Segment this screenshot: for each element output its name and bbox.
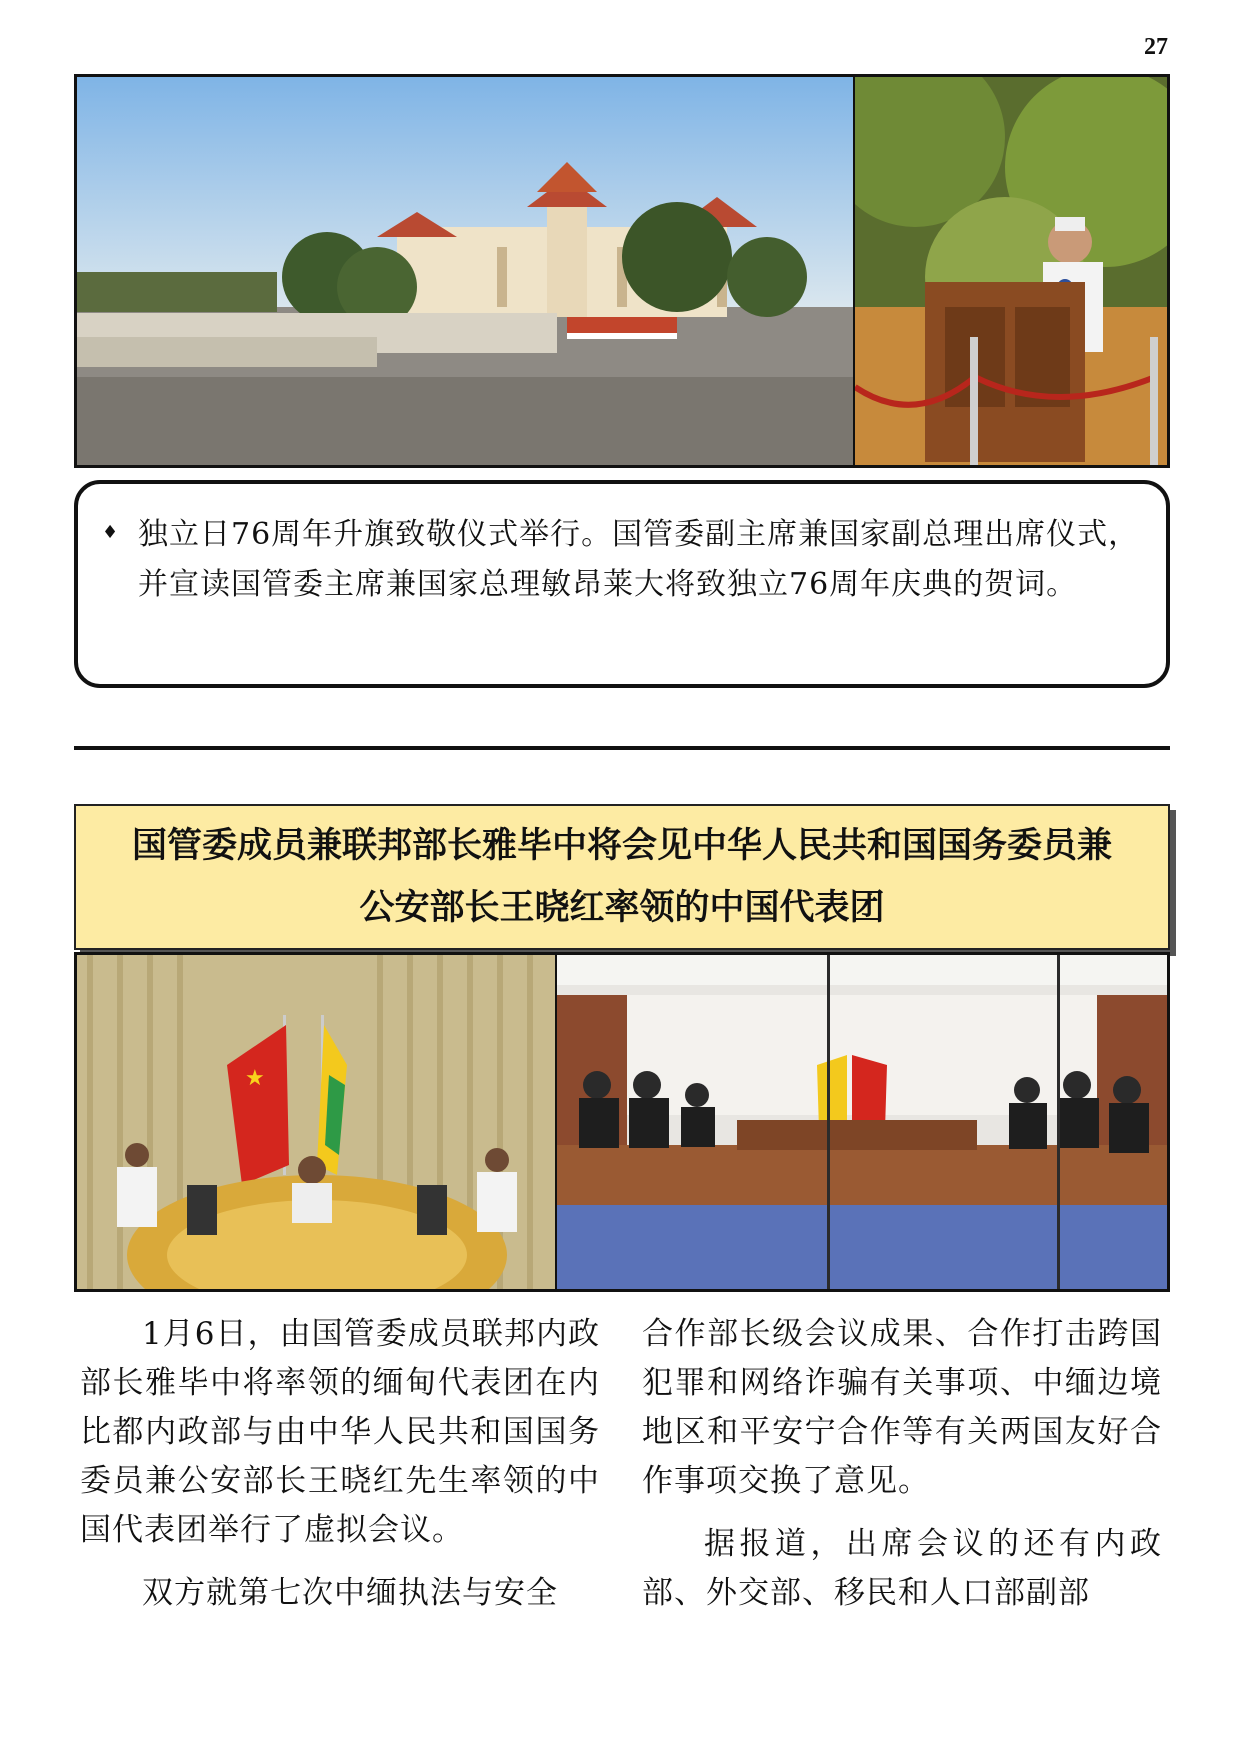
headline-line-2: 公安部长王晓红率领的中国代表团 <box>359 888 885 928</box>
caption-text: 独立日76周年升旗致敬仪式举行。国管委副主席兼国家副总理出席仪式，并宣读国管委主席兼国家总理敏昂莱大将致独立76周年庆典的贺词。 <box>138 517 1140 602</box>
headline-box <box>74 804 1170 950</box>
caption-box <box>74 480 1170 688</box>
article-paragraph: 合作部长级会议成果、合作打击跨国犯罪和网络诈骗有关事项、中缅边境地区和平安宁合作等有关两国友好合作事项交换了意见。 <box>642 1316 1162 1499</box>
diamond-bullet-icon: ♦ <box>102 522 119 543</box>
ceremony-photo <box>77 77 853 465</box>
article-column-right <box>642 1310 1162 1632</box>
headline-line-1: 国管委成员兼联邦部长雅毕中将会见中华人民共和国国务委员兼 <box>131 826 1112 866</box>
china-meeting-photo <box>557 955 1167 1289</box>
article-paragraph: 据报道，出席会议的还有内政部、外交部、移民和人口部副部 <box>642 1526 1162 1611</box>
article-paragraph: 1月6日，由国管委成员联邦内政部长雅毕中将率领的缅甸代表团在内比都内政部与由中华人民共和国国务委员兼公安部长王晓红先生率领的中国代表团举行了虚拟会议。 <box>80 1316 600 1548</box>
svg-text:★: ★ <box>245 1066 265 1091</box>
article-paragraph: 双方就第七次中缅执法与安全 <box>142 1575 558 1611</box>
speech-photo <box>855 77 1167 465</box>
bottom-photo-row <box>74 952 1170 1292</box>
section-divider <box>74 746 1170 750</box>
top-photo-row <box>74 74 1170 468</box>
article-column-left <box>80 1310 600 1632</box>
myanmar-meeting-photo <box>77 955 555 1289</box>
page-number: 27 <box>1144 34 1168 60</box>
